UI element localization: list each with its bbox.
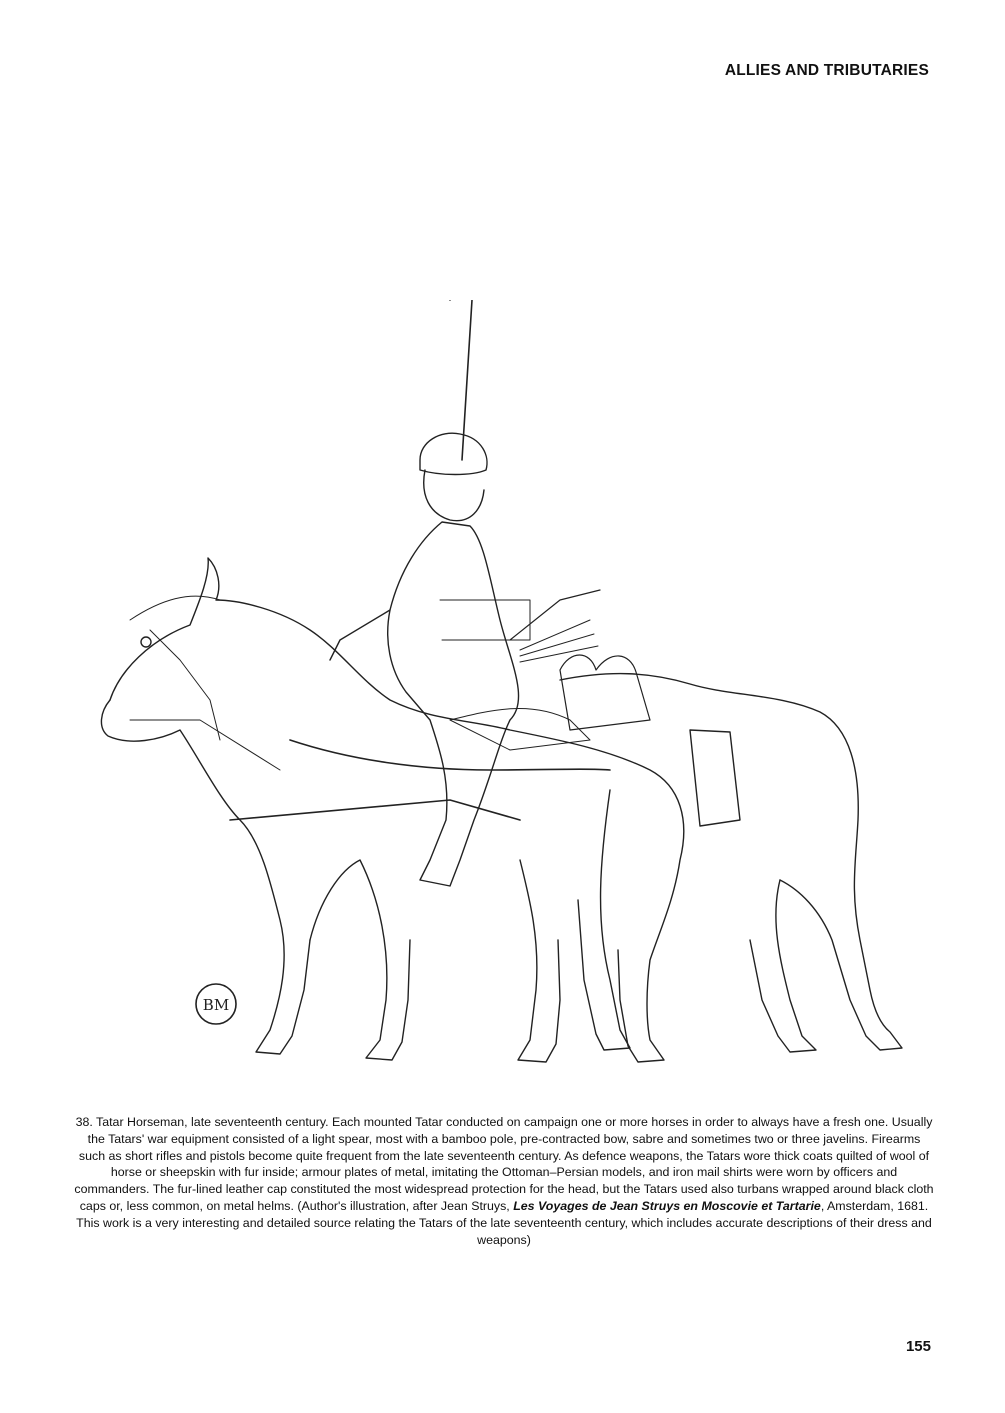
caption-text-continued: , Amsterdam, 1681. This work is a very interesting and detailed source relating the Tatars of the late seventeenth century, which includes accurate descriptions of their dress and weapons)	[76, 1198, 932, 1247]
rider-drawing	[290, 300, 610, 886]
running-header: ALLIES AND TRIBUTARIES	[724, 62, 929, 79]
saddle-drawing	[560, 655, 650, 730]
rear-horse-drawing	[560, 674, 902, 1052]
page-number: 155	[905, 1338, 931, 1355]
svg-text:BM: BM	[202, 996, 230, 1014]
artist-monogram	[196, 984, 236, 1024]
caption-book-title: Les Voyages de Jean Struys en Moscovie et Tartarie	[513, 1198, 821, 1213]
tatar-horseman-illustration	[90, 300, 920, 1080]
front-horse-drawing	[101, 558, 683, 1062]
caption-text: 38. Tatar Horseman, late seventeenth century. Each mounted Tatar conducted on campaign one or more horses in order to always have a fresh one. Usually the Tatars' war equipment consisted of a light spear, most with a bamboo pole, pre-contracted bow, sabre and sometimes two or three javelins. Firearms such as short rifles and pistols become quite frequent from the late seventeenth century. As defence weapons, the Tatars wore thick coats quilted of wool of horse or sheepskin with fur inside; armour plates of metal, imitating the Ottoman–Persian models, and iron mail shirts were worn by officers and commanders. The fur-lined leather cap constituted the most widespread protection for the head, but the Tatars used also turbans wrapped around black cloth caps or, less common, on metal helms. (Author's illustration, after Jean Struys,	[74, 1115, 934, 1213]
figure-caption	[74, 1114, 934, 1248]
